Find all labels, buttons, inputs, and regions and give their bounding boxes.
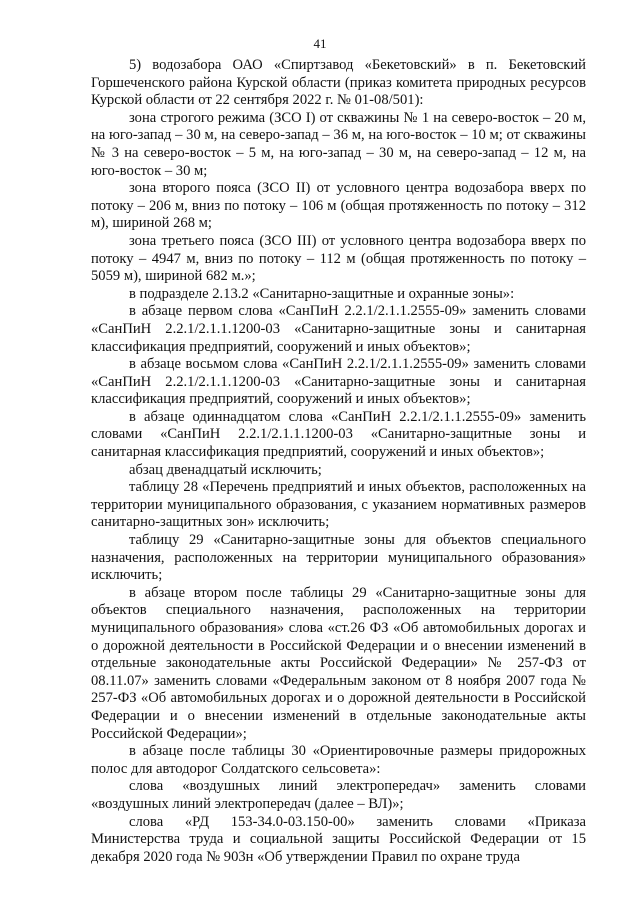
paragraph: зона третьего пояса (ЗСО III) от условного центра водозабора вверх по потоку – 4947 м, вниз по потоку – 112 м (общая протяженность по потоку – 5059 м), шириной 682 м.»;	[91, 232, 586, 285]
paragraph: слова «воздушных линий электропередач» заменить словами «воздушных линий электропередач (далее – ВЛ)»;	[91, 778, 586, 812]
paragraph: в абзаце первом слова «СанПиН 2.2.1/2.1.1.2555-09» заменить словами «СанПиН 2.2.1/2.1.1.1200-03 «Санитарно-защитные зоны и санитарная классификация предприятий, сооружений и иных объектов»;	[91, 303, 586, 355]
paragraph: в подразделе 2.13.2 «Санитарно-защитные и охранные зоны»:	[129, 285, 515, 302]
paragraph: в абзаце одиннадцатом слова «СанПиН 2.2.1/2.1.1.2555-09» заменить словами «СанПиН 2.2.1/2.1.1.1200-03 «Санитарно-защитные зоны и санитарная классификация предприятий, сооружений и иных объектов»;	[91, 408, 586, 461]
paragraph: в абзаце после таблицы 30 «Ориентировочные размеры придорожных полос для автодорог Солдатского сельсовета»:	[91, 743, 586, 777]
paragraph: абзац двенадцатый исключить;	[129, 461, 322, 478]
paragraph: зона строгого режима (ЗСО I) от скважины № 1 на северо-восток – 20 м, на юго-запад – 30 м, на северо-запад – 36 м, на юго-восток – 10 м; от скважины № 3 на северо-восток – 5 м, на юго-запад – 30 м, на северо-запад – 12 м, на юго-восток – 30 м;	[91, 109, 586, 179]
paragraph: 5) водозабора ОАО «Спиртзавод «Бекетовский» в п. Бекетовский Горшеченского района Курской области (приказ комитета природных ресурсов Курской области от 22 сентября 2022 г. № 01-08/501):	[91, 57, 586, 109]
paragraph: в абзаце втором после таблицы 29 «Санитарно-защитные зоны для объектов специального назначения, расположенных на территории муниципального образования» слова «ст.26 ФЗ «Об автомобильных дорогах и о дорожной деятельности в Российской Федерации и о внесении изменений в отдельные законодательные акты Российской Федерации» № 257-ФЗ от 08.11.07» заменить словами «Федеральным законом от 8 ноября 2007 года № 257-ФЗ «Об автомобильных дорогах и о дорожной деятельности в Российской Федерации и о внесении изменений в отдельные законодательные акты Российской Федерации»;	[91, 584, 586, 742]
paragraph: в абзаце восьмом слова «СанПиН 2.2.1/2.1.1.2555-09» заменить словами «СанПиН 2.2.1/2.1.1.1200-03 «Санитарно-защитные зоны и санитарная классификация предприятий, сооружений и иных объектов»;	[91, 356, 586, 408]
paragraph: зона второго пояса (ЗСО II) от условного центра водозабора вверх по потоку – 206 м, вниз по потоку – 106 м (общая протяженность по потоку – 312 м), шириной 268 м;	[91, 180, 586, 232]
paragraph: слова «РД 153-34.0-03.150-00» заменить словами «Приказа Министерства труда и социальной защиты Российской Федерации от 15 декабря 2020 года № 903н «Об утверждении Правил по охране труда	[91, 813, 586, 865]
paragraph: таблицу 29 «Санитарно-защитные зоны для объектов специального назначения, расположенных на территории муниципального образования» исключить;	[91, 532, 586, 584]
paragraph: таблицу 28 «Перечень предприятий и иных объектов, расположенных на территории муниципального образования, с указанием нормативных размеров санитарно-защитных зон» исключить;	[91, 479, 586, 531]
page-number: 41	[313, 36, 327, 51]
document-body	[91, 57, 586, 866]
